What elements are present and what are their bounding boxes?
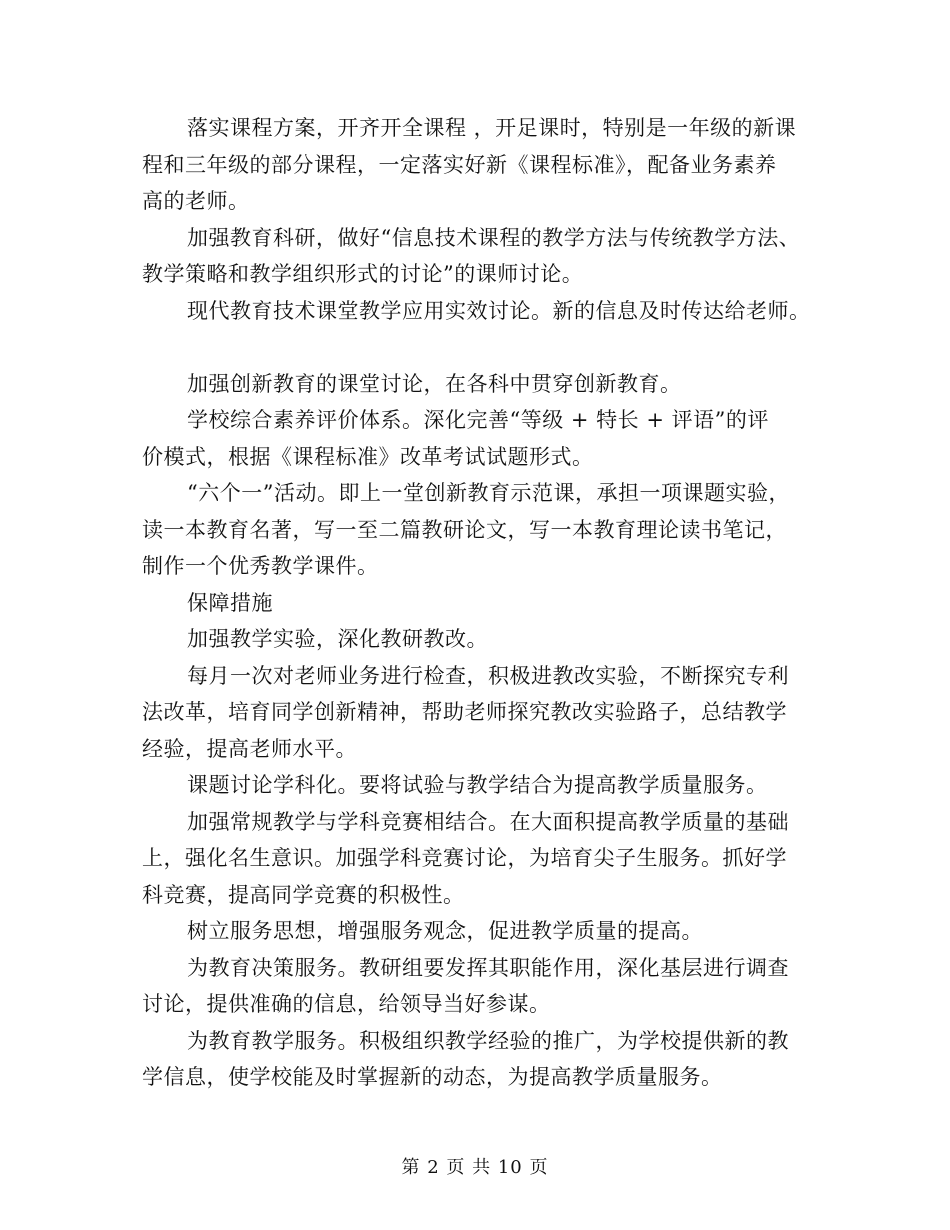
paragraph-line: 加强教育科研，做好“信息技术课程的教学方法与传统教学方法、 [187,225,801,250]
paragraph-line: 学校综合素养评价体系。深化完善“等级 + 特长 + 评语”的评 [187,408,769,432]
paragraph-line: 价模式，根据《课程标准》改革考试试题形式。 [142,444,594,469]
paragraph-line: 落实课程方案，开齐开全课程 ，开足课时，特别是一年级的新课 [187,116,797,140]
paragraph-line: 课题讨论学科化。要将试验与教学结合为提高教学质量服务。 [187,773,768,797]
paragraph-line: 学信息，使学校能及时掌握新的动态，为提高教学质量服务。 [142,1065,723,1089]
paragraph-line: 为教育决策服务。教研组要发挥其职能作用，深化基层进行调查 [187,955,789,980]
paragraph-line: 树立服务思想，增强服务观念，促进教学质量的提高。 [187,919,703,943]
paragraph-line: 为教育教学服务。积极组织教学经验的推广，为学校提供新的教 [187,1028,789,1053]
paragraph-line: 法改革，培育同学创新精神，帮助老师探究教改实验路子，总结教学 [142,700,787,724]
paragraph-line: 加强教学实验，深化教研教改。 [187,627,488,651]
section-heading: 保障措施 [187,590,273,615]
paragraph-line: 加强创新教育的课堂讨论，在各科中贯穿创新教育。 [187,371,682,396]
paragraph-line: “六个一”活动。即上一堂创新教育示范课，承担一项课题实验， [187,481,790,505]
paragraph-line: 经验，提高老师水平。 [142,736,357,761]
paragraph-line: 高的老师。 [142,189,250,213]
paragraph-line: 上，强化名生意识。加强学科竞赛讨论，为培育尖子生服务。抓好学 [142,846,787,870]
document-body [142,110,810,1096]
page-footer: 第 2 页 共 10 页 [401,1157,549,1178]
paragraph-line: 制作一个优秀教学课件。 [142,554,379,578]
paragraph-line: 每月一次对老师业务进行检查，积极进教改实验，不断探究专利 [187,663,789,688]
paragraph-line: 程和三年级的部分课程，一定落实好新《课程标准》，配备业务素养 [142,152,777,177]
paragraph-line: 讨论，提供准确的信息，给领导当好参谋。 [142,992,551,1016]
paragraph-line: 现代教育技术课堂教学应用实效讨论。新的信息及时传达给老师。 [187,298,811,323]
paragraph-line: 教学策略和教学组织形式的讨论”的课师讨论。 [142,262,584,286]
blank-line [142,329,810,366]
paragraph-line: 读一本教育名著，写一至二篇教研论文，写一本教育理论读书笔记， [142,517,787,542]
paragraph-line: 加强常规教学与学科竞赛相结合。在大面积提高教学质量的基础 [187,809,789,834]
paragraph-line: 科竞赛，提高同学竞赛的积极性。 [142,882,465,907]
